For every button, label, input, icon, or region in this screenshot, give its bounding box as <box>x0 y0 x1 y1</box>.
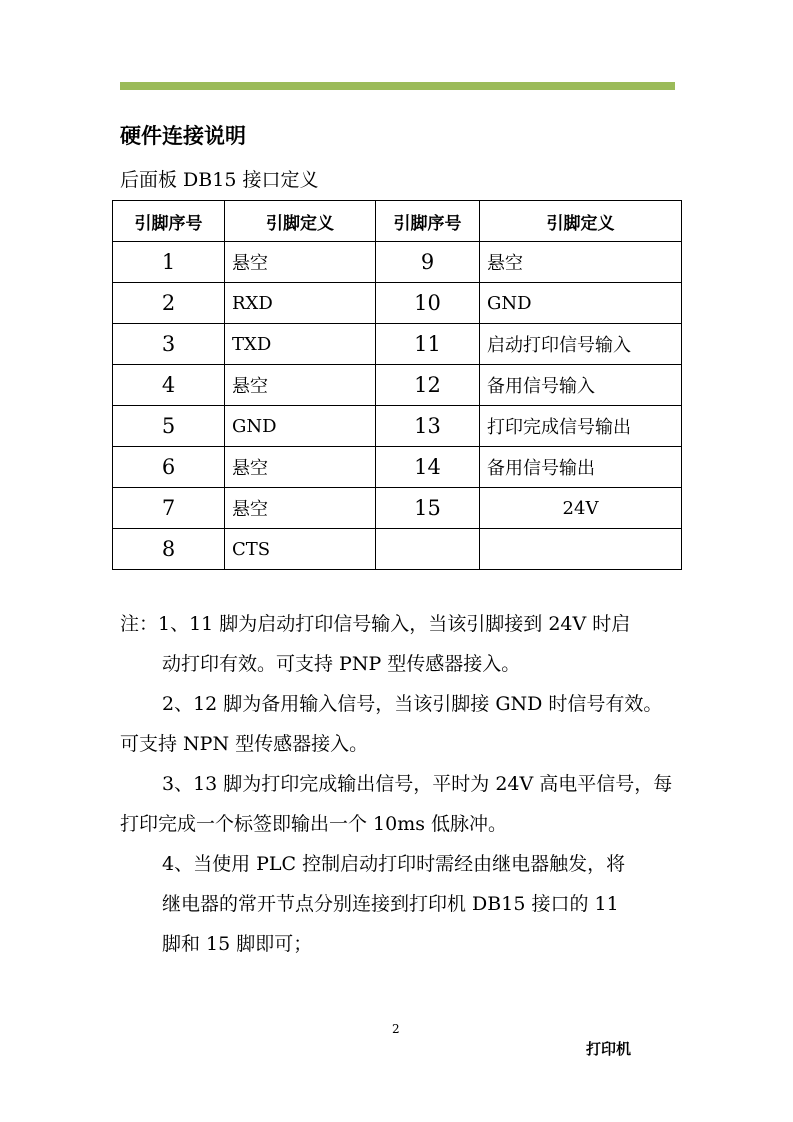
pin-definition: 悬空 <box>225 365 376 406</box>
column-header: 引脚序号 <box>376 201 480 242</box>
pin-number: 4 <box>113 365 225 406</box>
note-line: 脚和 15 脚即可； <box>162 933 313 955</box>
pin-definition: 24V <box>480 488 682 529</box>
pin-number: 11 <box>376 324 480 365</box>
table-row <box>113 529 682 570</box>
pin-number: 3 <box>113 324 225 365</box>
note-line: 动打印有效。可支持 PNP 型传感器接入。 <box>162 653 521 675</box>
pin-definition: GND <box>225 406 376 447</box>
column-header: 引脚定义 <box>225 201 376 242</box>
column-header: 引脚定义 <box>480 201 682 242</box>
page-number: 2 <box>392 1022 400 1036</box>
pin-number: 2 <box>113 283 225 324</box>
pin-definition: 悬空 <box>225 447 376 488</box>
pin-definition: 启动打印信号输入 <box>480 324 682 365</box>
pin-definition: 备用信号输入 <box>480 365 682 406</box>
header-accent-bar <box>120 82 675 90</box>
table-row <box>113 365 682 406</box>
pin-definition: RXD <box>225 283 376 324</box>
pin-number: 13 <box>376 406 480 447</box>
pin-number: 14 <box>376 447 480 488</box>
pin-number <box>376 529 480 570</box>
table-row <box>113 283 682 324</box>
notes-section <box>120 604 675 964</box>
pin-number: 6 <box>113 447 225 488</box>
note-line: 继电器的常开节点分别连接到打印机 DB15 接口的 11 <box>162 893 619 915</box>
pin-definition: GND <box>480 283 682 324</box>
pin-definition <box>480 529 682 570</box>
pin-number: 9 <box>376 242 480 283</box>
pin-definition: 备用信号输出 <box>480 447 682 488</box>
table-row <box>113 242 682 283</box>
pin-number: 15 <box>376 488 480 529</box>
pin-definition: TXD <box>225 324 376 365</box>
column-header: 引脚序号 <box>113 201 225 242</box>
table-row <box>113 324 682 365</box>
pin-number: 12 <box>376 365 480 406</box>
note-line: 注：1、11 脚为启动打印信号输入，当该引脚接到 24V 时启 <box>120 613 631 635</box>
pin-number: 7 <box>113 488 225 529</box>
pin-number: 10 <box>376 283 480 324</box>
note-line: 4、当使用 PLC 控制启动打印时需经由继电器触发，将 <box>162 853 626 875</box>
pin-definition: 悬空 <box>480 242 682 283</box>
table-row <box>113 447 682 488</box>
pin-number: 5 <box>113 406 225 447</box>
db15-pin-table <box>112 200 682 570</box>
table-row <box>113 406 682 447</box>
note-paragraph: 2、12 脚为备用输入信号，当该引脚接 GND 时信号有效。可支持 NPN 型传感器接入。 <box>120 693 663 755</box>
pin-definition: 打印完成信号输出 <box>480 406 682 447</box>
pin-number: 1 <box>113 242 225 283</box>
footer-label: 打印机 <box>586 1040 632 1058</box>
pin-definition: 悬空 <box>225 488 376 529</box>
note-paragraph: 3、13 脚为打印完成输出信号，平时为 24V 高电平信号，每打印完成一个标签即输出一个 10ms 低脉冲。 <box>120 773 673 835</box>
pin-number: 8 <box>113 529 225 570</box>
section-title: 硬件连接说明 <box>120 124 246 148</box>
table-caption: 后面板 DB15 接口定义 <box>120 169 319 191</box>
pin-definition: CTS <box>225 529 376 570</box>
table-header-row <box>113 201 682 242</box>
pin-definition: 悬空 <box>225 242 376 283</box>
table-row <box>113 488 682 529</box>
